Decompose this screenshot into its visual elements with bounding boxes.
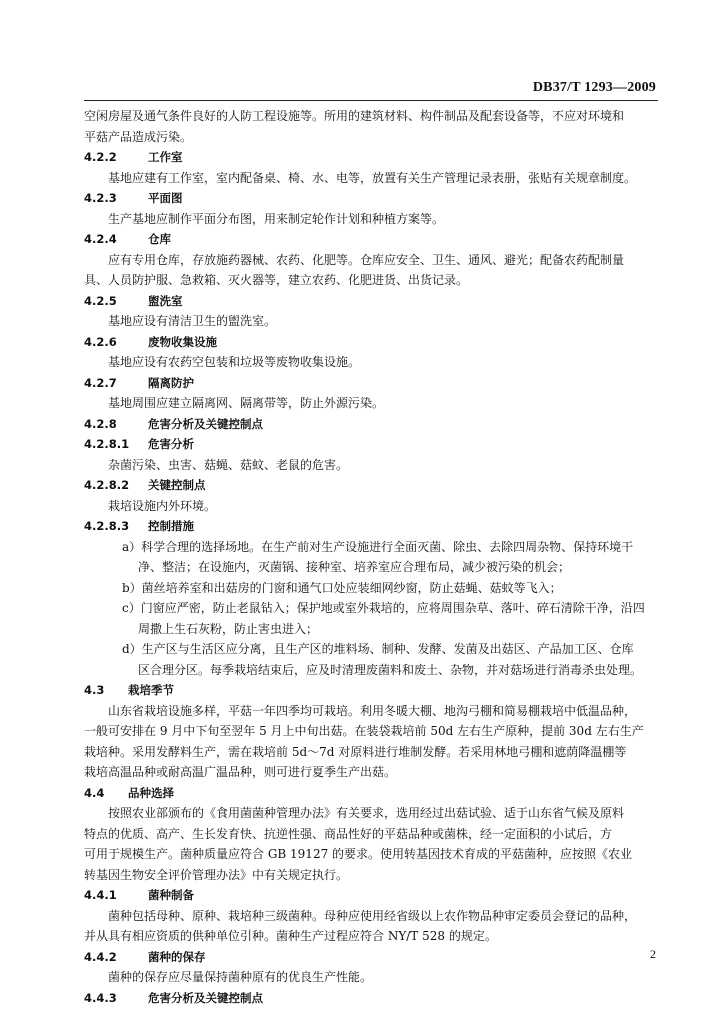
paragraph-line: 基地应建有工作室，室内配备桌、椅、水、电等，放置有关生产管理记录表册，张贴有关规章制度。 xyxy=(108,170,637,185)
section-title: 危害分析及关键控制点 xyxy=(148,416,263,431)
section-number: 4.4.2 xyxy=(84,949,117,964)
document-body xyxy=(84,106,658,1008)
section-number: 4.2.8.2 xyxy=(84,478,130,492)
section-heading xyxy=(84,147,658,168)
section-heading xyxy=(84,783,658,804)
paragraph-line: 生产基地应制作平面分布图，用来制定轮作计划和种植方案等。 xyxy=(108,211,445,226)
section-heading xyxy=(84,434,658,455)
section-number: 4.2.8.3 xyxy=(84,519,130,533)
section-heading xyxy=(84,229,658,250)
section-number: 4.2.4 xyxy=(84,232,117,246)
header-rule xyxy=(84,100,658,101)
section-number: 4.2.3 xyxy=(84,191,117,205)
section-title: 菌种制备 xyxy=(148,888,194,902)
paragraph-line: 区合理分区。每季栽培结束后，应及时清理废菌料和废土、杂物，并对菇场进行消毒杀虫处理。 xyxy=(138,662,643,677)
paragraph-line: 山东省栽培设施多样，平菇一年四季均可栽培。利用冬暖大棚、地沟弓棚和简易棚栽培中低温品种， xyxy=(108,703,637,718)
section-title: 隔离防护 xyxy=(148,375,194,390)
section-title: 危害分析及关键控制点 xyxy=(148,990,263,1005)
section-heading xyxy=(84,475,658,496)
section-heading xyxy=(84,373,658,394)
section-title: 仓库 xyxy=(148,232,171,246)
section-number: 4.2.5 xyxy=(84,293,117,308)
paragraph-line: 基地应设有清洁卫生的盥洗室。 xyxy=(108,314,277,328)
section-title: 栽培季节 xyxy=(128,683,174,697)
section-number: 4.2.6 xyxy=(84,334,117,349)
section-title: 控制措施 xyxy=(148,519,194,533)
section-title: 菌种的保存 xyxy=(148,949,206,964)
paragraph-line: 空闲房屋及通气条件良好的人防工程设施等。所用的建筑材料、构件制品及配套设备等，不应对环境和 xyxy=(84,109,625,123)
section-heading xyxy=(84,885,658,906)
section-number: 4.2.8.1 xyxy=(84,437,130,451)
section-number: 4.4 xyxy=(84,785,105,800)
paragraph-line: 一般可安排在 9 月中下旬至翌年 5 月上中旬出菇。在装袋栽培前 50d 左右生产原种，提前 30d 左右生产 xyxy=(84,724,644,738)
paragraph-line: 基地周围应建立隔离网、隔离带等，防止外源污染。 xyxy=(108,396,385,410)
section-title: 工作室 xyxy=(148,150,183,164)
section-title: 品种选择 xyxy=(128,785,174,800)
section-number: 4.4.1 xyxy=(84,888,117,902)
section-number: 4.2.8 xyxy=(84,416,117,431)
standard-number: DB37/T 1293—2009 xyxy=(532,80,656,95)
section-title: 关键控制点 xyxy=(148,478,206,492)
section-title: 盥洗室 xyxy=(148,293,183,308)
paragraph-line: 可用于规模生产。菌种质量应符合 GB 19127 的要求。使用转基因技术育成的平菇菌种，应按照《农业 xyxy=(84,847,633,861)
section-number: 4.3 xyxy=(84,683,105,697)
section-number: 4.2.2 xyxy=(84,150,117,164)
paragraph-line: b）菌丝培养室和出菇房的门窗和通气口处应装细网纱窗，防止菇蝇、菇蚊等飞入； xyxy=(122,580,562,595)
section-heading xyxy=(84,291,658,312)
paragraph-line: d）生产区与生活区应分离，且生产区的堆料场、制种、发酵、发菌及出菇区、产品加工区、仓库 xyxy=(122,642,634,656)
paragraph-line: 转基因生物安全评价管理办法》中有关规定执行。 xyxy=(84,867,349,882)
section-number: 4.2.7 xyxy=(84,375,117,390)
paragraph-line: 平菇产品造成污染。 xyxy=(84,129,193,144)
section-heading xyxy=(84,188,658,209)
section-number: 4.4.3 xyxy=(84,990,117,1005)
page-number: 2 xyxy=(650,947,656,961)
section-title: 危害分析 xyxy=(148,437,194,451)
paragraph-line: 应有专用仓库，存放施药器械、农药、化肥等。仓库应安全、卫生、通风、避光；配备农药配制量 xyxy=(108,252,625,267)
paragraph-line: 基地应设有农药空包装和垃圾等废物收集设施。 xyxy=(108,355,361,369)
paragraph-line: 按照农业部颁布的《食用菌菌种管理办法》有关要求，选用经过出菇试验、适于山东省气候及原料 xyxy=(108,806,625,820)
paragraph-line: 周撒上生石灰粉，防止害虫进入； xyxy=(138,621,319,636)
paragraph-line: 净、整洁；在设施内，灭菌锅、接种室、培养室应合理布局，减少被污染的机会； xyxy=(138,560,571,574)
paragraph-line: 菌种包括母种、原种、栽培种三级菌种。母种应使用经省级以上农作物品种审定委员会登记的品种， xyxy=(108,908,637,923)
paragraph-line: 并从具有相应资质的供种单位引种。菌种生产过程应符合 NY/T 528 的规定。 xyxy=(84,929,497,943)
paragraph-line: 栽培高温品种或耐高温广温品种，则可进行夏季生产出菇。 xyxy=(84,765,397,779)
section-heading xyxy=(84,332,658,353)
section-heading xyxy=(84,414,658,435)
section-heading xyxy=(84,947,658,968)
paragraph-line: 杂菌污染、虫害、菇蝇、菇蚊、老鼠的危害。 xyxy=(108,457,349,472)
paragraph-line: 特点的优质、高产、生长发育快、抗逆性强、商品性好的平菇品种或菌株，经一定面积的小试后，方 xyxy=(84,826,613,841)
paragraph-line: 栽培设施内外环境。 xyxy=(108,498,217,513)
section-title: 平面图 xyxy=(148,191,183,205)
paragraph-line: c）门窗应严密，防止老鼠钻入；保护地或室外栽培的，应将周围杂草、落叶、碎石清除干净，沿四 xyxy=(122,601,645,615)
section-title: 废物收集设施 xyxy=(148,334,217,349)
section-heading xyxy=(84,680,658,701)
paragraph-line: 菌种的保存应尽量保持菌种原有的优良生产性能。 xyxy=(108,970,373,984)
paragraph-line: 栽培种。采用发酵料生产，需在栽培前 5d～7d 对原料进行堆制发酵。若采用林地弓棚和遮荫降温棚等 xyxy=(84,744,627,759)
section-heading xyxy=(84,516,658,537)
section-heading xyxy=(84,988,658,1009)
paragraph-line: a）科学合理的选择场地。在生产前对生产设施进行全面灭菌、除虫、去除四周杂物、保持环境干 xyxy=(122,539,634,554)
paragraph-line: 具、人员防护服、急救箱、灭火器等，建立农药、化肥进货、出货记录。 xyxy=(84,273,469,287)
